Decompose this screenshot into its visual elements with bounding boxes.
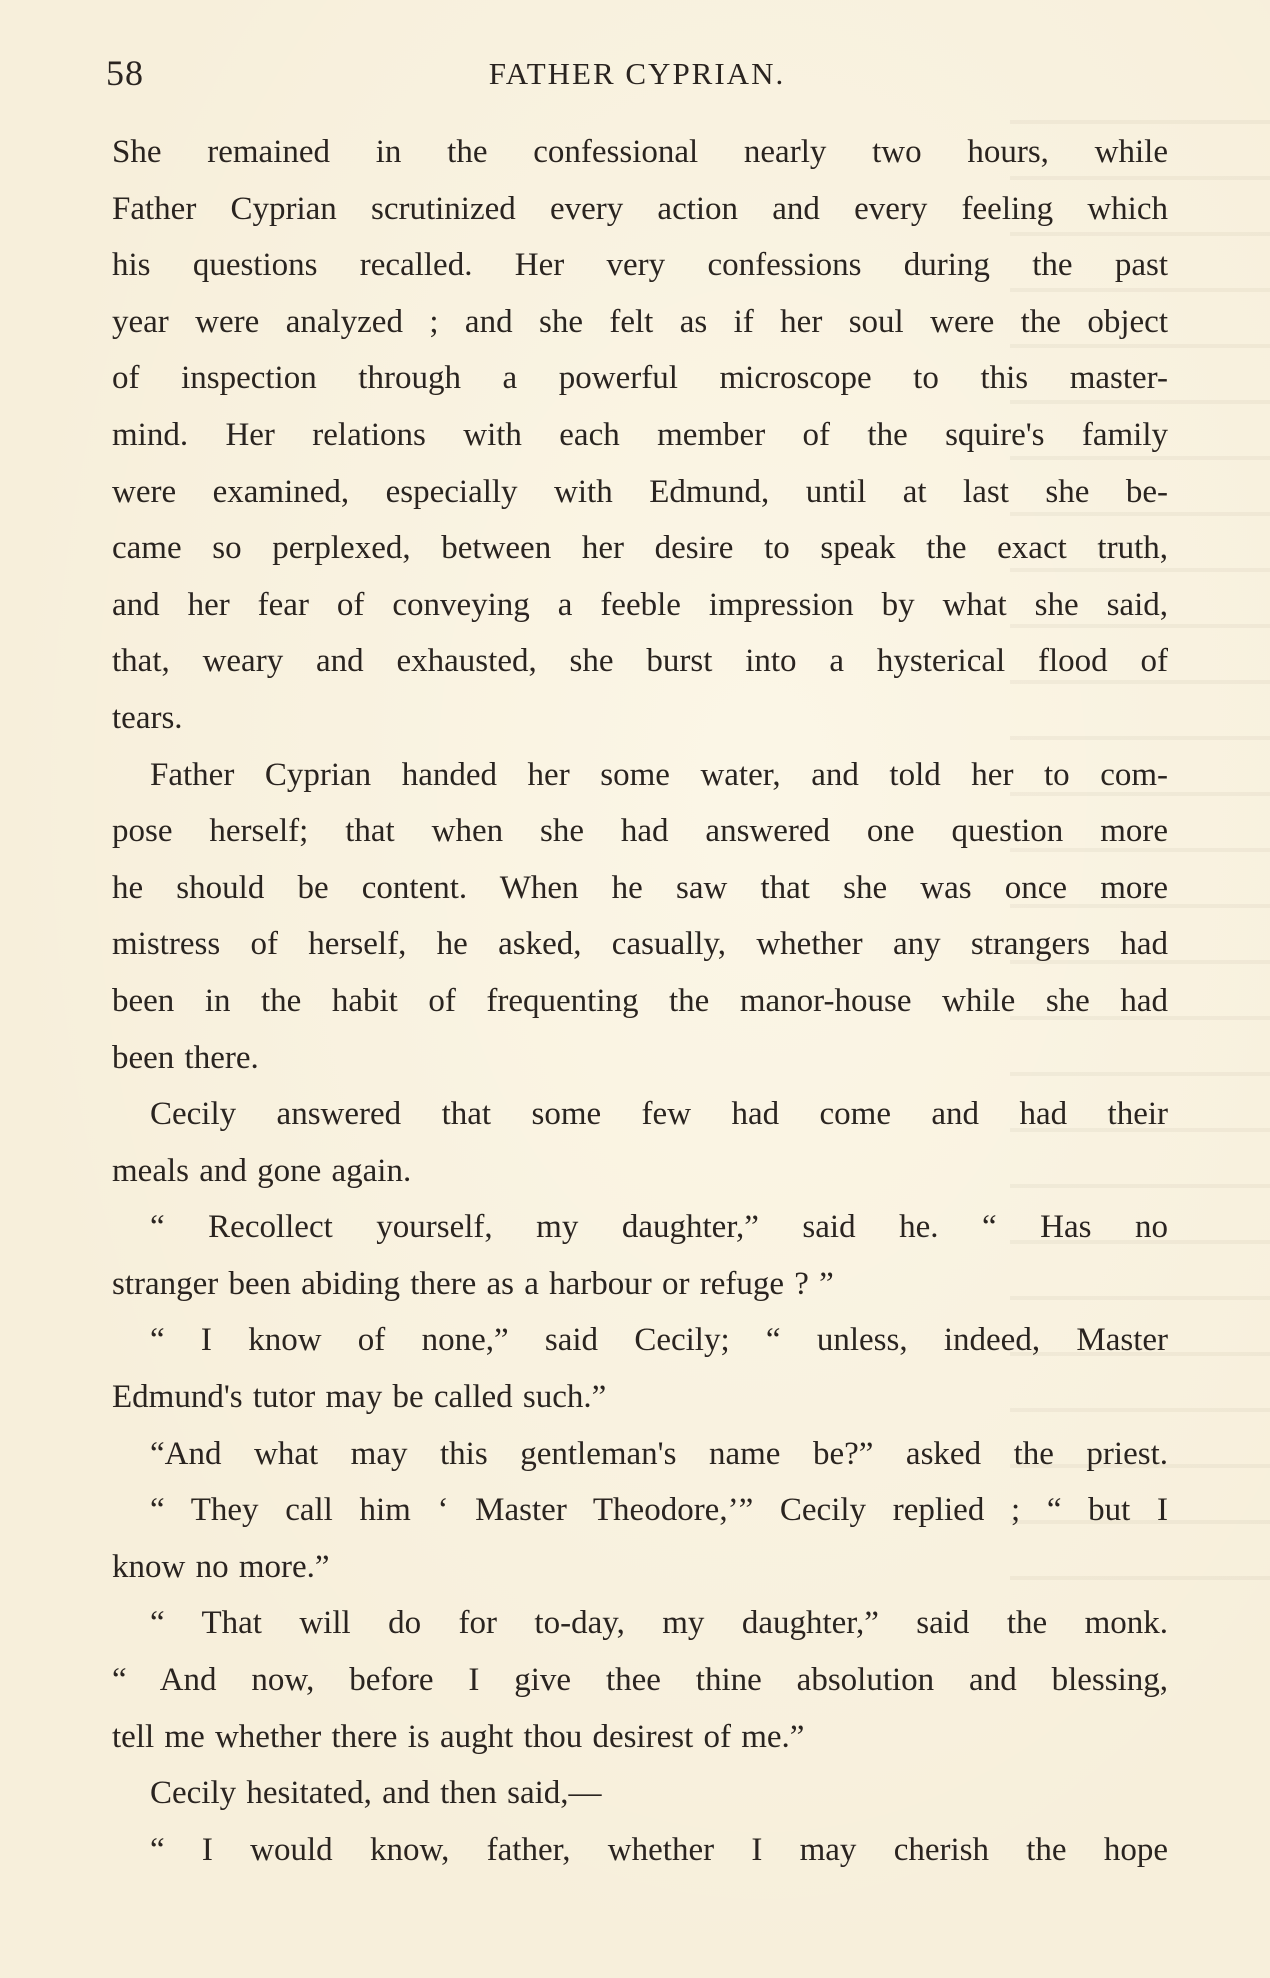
text-line: Edmund's tutor may be called such.” bbox=[112, 1379, 607, 1416]
text-line: know no more.” bbox=[112, 1548, 330, 1585]
text-line: of inspection through a powerful microscope to this master- bbox=[112, 360, 1168, 397]
text-line: “ Recollect yourself, my daughter,” said he. “ Has no bbox=[150, 1209, 1168, 1246]
running-title: FATHER CYPRIAN. bbox=[488, 56, 786, 91]
text-line: mind. Her relations with each member of the squire's family bbox=[112, 416, 1168, 453]
text-line: been in the habit of frequenting the manor-house while she had bbox=[112, 982, 1168, 1019]
text-line: that, weary and exhausted, she burst into a hysterical flood of bbox=[112, 643, 1168, 680]
text-line: “ I would know, father, whether I may cherish the hope bbox=[150, 1831, 1168, 1868]
text-line: “ I know of none,” said Cecily; “ unless, indeed, Master bbox=[150, 1322, 1168, 1359]
text-line: Cecily answered that some few had come and had their bbox=[150, 1096, 1168, 1133]
text-line: year were analyzed ; and she felt as if her soul were the object bbox=[112, 303, 1168, 340]
text-line: mistress of herself, he asked, casually, whether any strangers had bbox=[112, 926, 1168, 963]
text-line: “ They call him ‘ Master Theodore,’” Cecily replied ; “ but I bbox=[150, 1492, 1168, 1529]
text-line: “And what may this gentleman's name be?” asked the priest. bbox=[150, 1435, 1168, 1472]
text-line: he should be content. When he saw that she was once more bbox=[112, 869, 1168, 906]
text-line: “ That will do for to-day, my daughter,” said the monk. bbox=[150, 1605, 1168, 1642]
text-line: been there. bbox=[112, 1039, 259, 1076]
page-header bbox=[106, 52, 1168, 102]
text-line: meals and gone again. bbox=[112, 1152, 412, 1189]
text-line: stranger been abiding there as a harbour or refuge ? ” bbox=[112, 1265, 834, 1302]
text-line: were examined, especially with Edmund, until at last she be- bbox=[112, 473, 1168, 510]
text-line: pose herself; that when she had answered one question more bbox=[112, 813, 1168, 850]
text-line: Father Cyprian scrutinized every action and every feeling which bbox=[112, 190, 1168, 227]
page-number: 58 bbox=[106, 53, 144, 93]
text-line: came so perplexed, between her desire to speak the exact truth, bbox=[112, 530, 1168, 567]
text-line: and her fear of conveying a feeble impression by what she said, bbox=[112, 586, 1168, 623]
text-line: Cecily hesitated, and then said,— bbox=[150, 1775, 602, 1812]
text-line: Father Cyprian handed her some water, and told her to com- bbox=[150, 756, 1168, 793]
text-line: She remained in the confessional nearly two hours, while bbox=[112, 134, 1168, 170]
text-line: his questions recalled. Her very confessions during the past bbox=[112, 247, 1168, 284]
body-text bbox=[112, 124, 1168, 1878]
text-line: tell me whether there is aught thou desirest of me.” bbox=[112, 1718, 805, 1755]
text-line: tears. bbox=[112, 699, 183, 736]
text-line: “ And now, before I give thee thine absolution and blessing, bbox=[112, 1662, 1168, 1699]
